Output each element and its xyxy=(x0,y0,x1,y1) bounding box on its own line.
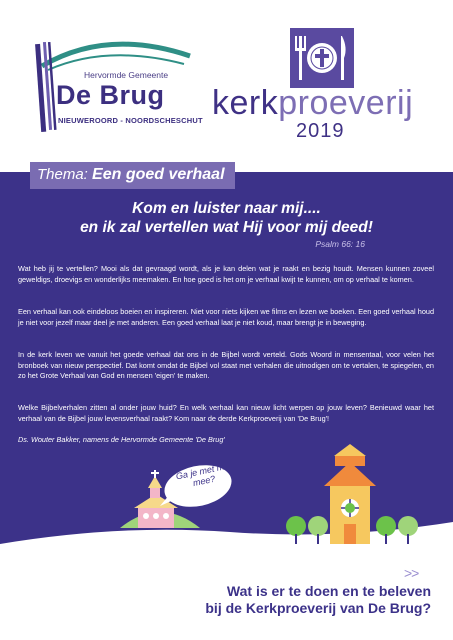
quote-line-2: en ik zal vertellen wat Hij voor mij deed! xyxy=(80,219,373,236)
paragraph-1: Wat heb jij te vertellen? Mooi als dat gevraagd wordt, als je kan delen wat je raakt en bezig houdt. Mensen kunnen zoveel geweldigs, droevigs en wonderlijks meemaken. En hoe goed is het om je verhaal kwijt te kunnen, om op verhaal te komen. xyxy=(18,264,434,284)
paragraph-3: In de kerk leven we vanuit het goede verhaal dat ons in de Bijbel wordt verteld. Gods Woord in mensentaal, voor velen het bronboek van nieuw perspectief. Dat komt omdat de Bijbel vol staat met verhalen die uitnodigen om te vertalen, te spiegelen, en zo het Grote Verhaal van God en mensen 'eigen' te maken. xyxy=(18,350,434,381)
quote-reference: Psalm 66: 16 xyxy=(315,239,365,249)
church-name: De Brug xyxy=(56,80,165,110)
quote-line-1: Kom en luister naar mij.... xyxy=(132,200,321,217)
thema-badge xyxy=(30,162,235,189)
arrows-icon: >> xyxy=(404,565,419,581)
footer-question-line-2: bij de Kerkproeverij van De Brug? xyxy=(205,600,431,616)
thema-label: Thema: xyxy=(37,166,88,183)
speech-bubble-text: Ga je met mij mee? xyxy=(174,460,229,489)
thema-value: Een goed verhaal xyxy=(92,166,225,183)
event-title-dark: kerk xyxy=(212,84,279,122)
event-year: 2019 xyxy=(296,120,345,142)
large-church-icon xyxy=(324,444,376,544)
church-place: NIEUWEROORD - NOORDSCHESCHUT xyxy=(58,116,203,125)
plate-cutlery-icon xyxy=(290,28,354,88)
paragraph-2: Een verhaal kan ook eindeloos boeien en inspireren. Niet voor niets kijken we films en lezen we boeken. Een goed verhaal houd je niet voor jezelf maar deel je met anderen. Een goed verhaal laat je niet koud, maar brengt je in beweging. xyxy=(18,307,434,327)
illustration xyxy=(0,436,453,570)
event-title-light: proeverij xyxy=(278,84,414,122)
footer-question-line-1: Wat is er te doen en te beleven xyxy=(226,583,431,599)
event-title xyxy=(212,84,413,122)
paragraph-4: Welke Bijbelverhalen zitten al onder jouw huid? En welk verhaal kan nieuw licht werpen op jouw leven? Benieuwd waar het verhaal van de Bijbel jouw levensverhaal raakt? Kom naar de derde Kerkproeverij van 'De Brug'! xyxy=(18,403,434,423)
church-name-small: Hervormde Gemeente xyxy=(84,70,169,80)
signature: Ds. Wouter Bakker, namens de Hervormde Gemeente 'De Brug' xyxy=(18,435,225,444)
